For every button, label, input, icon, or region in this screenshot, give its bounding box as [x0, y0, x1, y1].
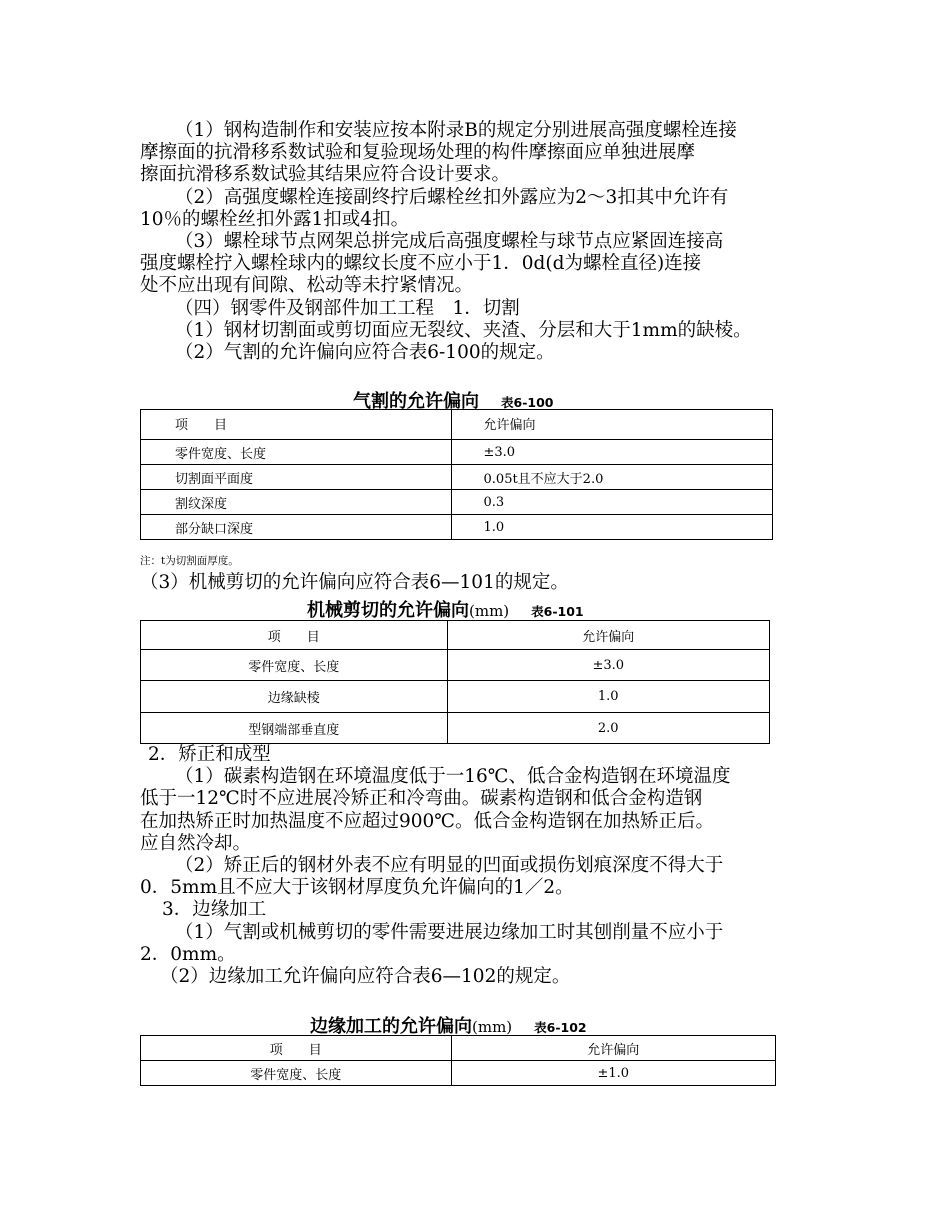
table-cell: 0.3 — [451, 490, 772, 515]
table-row — [141, 650, 770, 681]
text-line: 2．0mm。 — [140, 943, 236, 965]
text-line: （1）钢构造制作和安装应按本附录B的规定分别进展高强度螺栓连接 — [175, 120, 737, 141]
table-header-row — [141, 621, 770, 650]
header-cell: 允许偏向 — [447, 621, 769, 650]
text-line: 10％的螺栓丝扣外露1扣或4扣。 — [140, 208, 410, 230]
text-block-3 — [140, 744, 810, 988]
text-line: 处不应出现有间隙、松动等未拧紧情况。 — [140, 275, 474, 297]
header-cell: 允许偏向 — [451, 1036, 775, 1061]
table-title: 边缘加工的允许偏向 — [310, 1016, 472, 1037]
text-line: （1）钢材切割面或剪切面应无裂纹、夹渣、分层和大于1mm的缺棱。 — [175, 319, 752, 341]
table-unit: (mm) — [472, 1018, 513, 1036]
text-line: （2）边缘加工允许偏向应符合表6—102的规定。 — [160, 965, 571, 987]
table-row — [141, 515, 773, 540]
table-mechanical-shearing — [140, 620, 770, 744]
table-note: 注：t为切割面厚度。 — [140, 555, 239, 567]
header-cell: 项 目 — [141, 1036, 452, 1061]
table-header-row — [141, 410, 773, 440]
table-header-row — [141, 1036, 776, 1061]
text-line: 低于一12℃时不应进展冷矫正和冷弯曲。碳素构造钢和低合金构造钢 — [140, 788, 703, 810]
text-line: 摩擦面的抗滑移系数试验和复验现场处理的构件摩擦面应单独进展摩 — [140, 142, 696, 164]
text-line: 0．5mm且不应大于该钢材厚度负允许偏向的1／2。 — [140, 877, 574, 899]
text-block-2 — [140, 572, 810, 594]
table-cell: 割纹深度 — [141, 490, 452, 515]
table-cell: ±3.0 — [451, 440, 772, 465]
table-row — [141, 681, 770, 713]
text-line: （2）气割的允许偏向应符合表6-100的规定。 — [175, 341, 555, 363]
table-cell: 零件宽度、长度 — [141, 650, 448, 681]
text-line: （1）气割或机械剪切的零件需要进展边缘加工时其刨削量不应小于 — [175, 921, 724, 943]
table-row — [141, 1061, 776, 1086]
text-line: （3）螺栓球节点网架总拼完成后高强度螺栓与球节点应紧固连接高 — [175, 230, 724, 252]
table-cell: ±3.0 — [447, 650, 769, 681]
text-line: （2）高强度螺栓连接副终拧后螺栓丝扣外露应为2～3扣其中允许有 — [175, 186, 729, 208]
table-number: 表6-100 — [501, 395, 554, 410]
text-line: 应自然冷却。 — [140, 832, 252, 854]
table-cell: 2.0 — [447, 713, 769, 744]
table-number: 表6-101 — [531, 604, 584, 619]
table-cell: 0.05t且不应大于2.0 — [451, 465, 772, 490]
table-title: 机械剪切的允许偏向 — [307, 600, 469, 621]
text-line: （3）机械剪切的允许偏向应符合表6—101的规定。 — [140, 572, 569, 593]
table-cell: 零件宽度、长度 — [141, 1061, 452, 1086]
table-gas-cutting — [140, 409, 773, 540]
table-unit: (mm) — [469, 602, 510, 620]
table-cell: 零件宽度、长度 — [141, 440, 452, 465]
text-block-1 — [140, 120, 810, 364]
table-row — [141, 713, 770, 744]
table-cell: ±1.0 — [451, 1061, 775, 1086]
text-line: 擦面抗滑移系数试验其结果应符合设计要求。 — [140, 164, 511, 186]
table-caption — [0, 596, 950, 622]
table-cell: 1.0 — [447, 681, 769, 713]
table-cell: 边缘缺棱 — [141, 681, 448, 713]
text-line: （2）矫正后的钢材外表不应有明显的凹面或损伤划痕深度不得大于 — [175, 854, 724, 876]
table-row — [141, 490, 773, 515]
header-cell: 项 目 — [141, 621, 448, 650]
section-heading: （四）钢零件及钢部件加工工程 1．切割 — [175, 297, 520, 319]
header-cell: 允许偏向 — [451, 410, 772, 440]
section-heading: 3．边缘加工 — [162, 899, 267, 921]
text-line: 强度螺栓拧入螺栓球内的螺纹长度不应小于1．0d(d为螺栓直径)连接 — [140, 253, 702, 275]
text-line: （1）碳素构造钢在环境温度低于一16℃、低合金构造钢在环境温度 — [175, 766, 731, 788]
text-line: 在加热矫正时加热温度不应超过900℃。低合金构造钢在加热矫正后。 — [140, 810, 715, 832]
table-row — [141, 440, 773, 465]
table-edge-processing — [140, 1035, 776, 1086]
table-number: 表6-102 — [534, 1020, 587, 1035]
header-cell: 项 目 — [141, 410, 452, 440]
table-title: 气割的允许偏向 — [353, 391, 479, 412]
section-heading: 2．矫正和成型 — [148, 744, 271, 765]
table-cell: 1.0 — [451, 515, 772, 540]
table-cell: 切割面平面度 — [141, 465, 452, 490]
table-row — [141, 465, 773, 490]
table-cell: 型钢端部垂直度 — [141, 713, 448, 744]
table-cell: 部分缺口深度 — [141, 515, 452, 540]
